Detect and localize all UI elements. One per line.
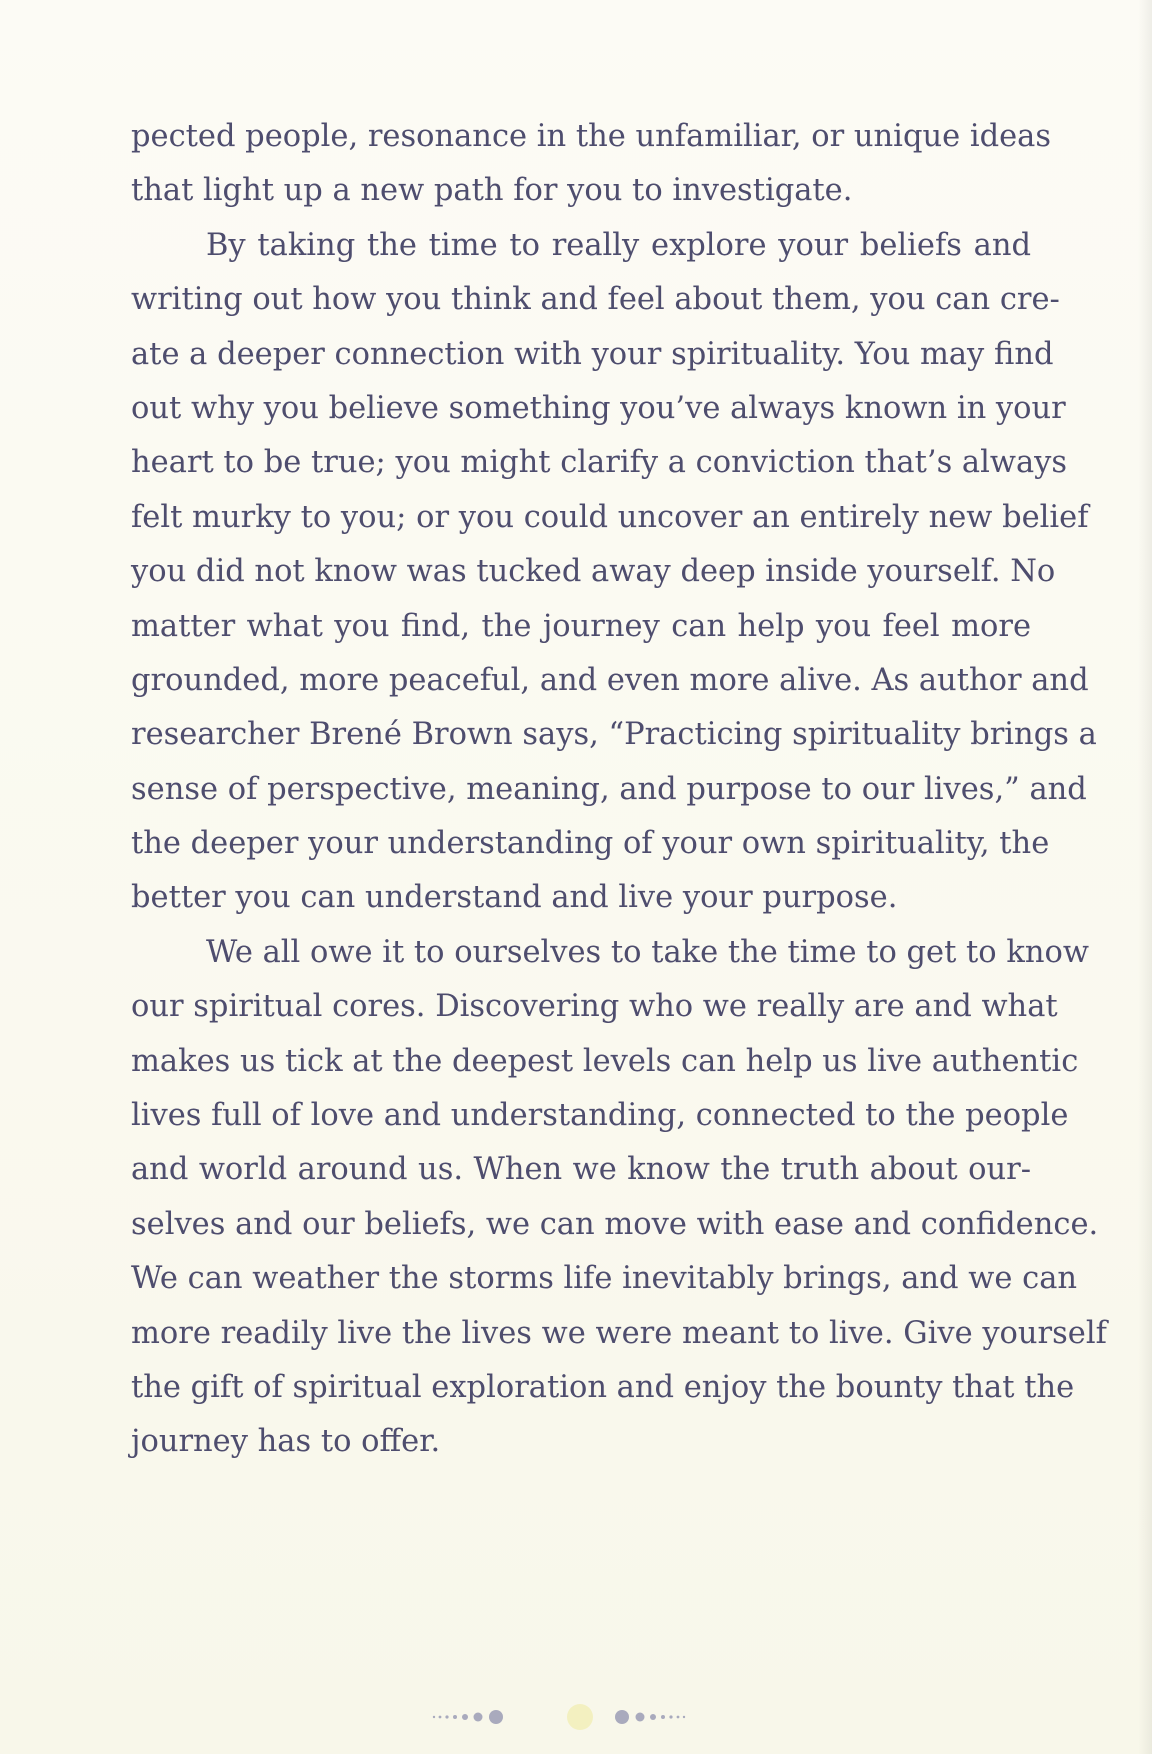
- paragraph: [131, 926, 1107, 1470]
- text-line: grounded, more peaceful, and even more alive. As author and: [131, 662, 1089, 698]
- text-line: matter what you find, the journey can help you feel more: [131, 608, 1031, 644]
- text-line: By taking the time to really explore your beliefs and: [206, 227, 1031, 263]
- text-line: pected people, resonance in the unfamiliar, or unique ideas: [131, 119, 1052, 154]
- text-line: our spiritual cores. Discovering who we really are and what: [131, 989, 1058, 1025]
- text-line: journey has to offer.: [131, 1424, 441, 1460]
- text-line: heart to be true; you might clarify a conviction that’s always: [131, 445, 1068, 481]
- text-line: selves and our beliefs, we can move with ease and confidence.: [131, 1206, 1099, 1242]
- text-line: felt murky to you; or you could uncover an entirely new belief: [131, 499, 1089, 535]
- text-line: out why you believe something you’ve always known in your: [131, 390, 1066, 426]
- page-edge-shadow: [1138, 0, 1152, 1754]
- text-line: that light up a new path for you to investigate.: [131, 173, 853, 209]
- text-line: researcher Brené Brown says, “Practicing spirituality brings a: [131, 717, 1097, 753]
- body-text: [131, 110, 1107, 1470]
- text-line: and world around us. When we know the truth about our-: [131, 1152, 1031, 1188]
- text-line: you did not know was tucked away deep inside yourself. No: [131, 554, 1056, 590]
- text-line: better you can understand and live your purpose.: [131, 880, 898, 916]
- text-line: We all owe it to ourselves to take the time to get to know: [206, 934, 1089, 970]
- text-line: sense of perspective, meaning, and purpose to our lives,” and: [131, 771, 1087, 807]
- paragraph: [131, 110, 1052, 219]
- text-line: We can weather the storms life inevitably brings, and we can: [131, 1261, 1078, 1297]
- text-line: the gift of spiritual exploration and enjoy the bounty that the: [131, 1369, 1075, 1405]
- text-line: the deeper your understanding of your own spirituality, the: [131, 826, 1050, 862]
- text-line: ate a deeper connection with your spirituality. You may find: [131, 336, 1054, 372]
- text-line: writing out how you think and feel about them, you can cre-: [131, 282, 1060, 318]
- text-line: more readily live the lives we were meant to live. Give yourself: [131, 1315, 1107, 1351]
- text-line: makes us tick at the deepest levels can help us live authentic: [131, 1043, 1079, 1079]
- paragraph: [131, 219, 1097, 926]
- text-line: lives full of love and understanding, connected to the people: [131, 1098, 1069, 1134]
- dotted-flourish-icon: [430, 1702, 730, 1732]
